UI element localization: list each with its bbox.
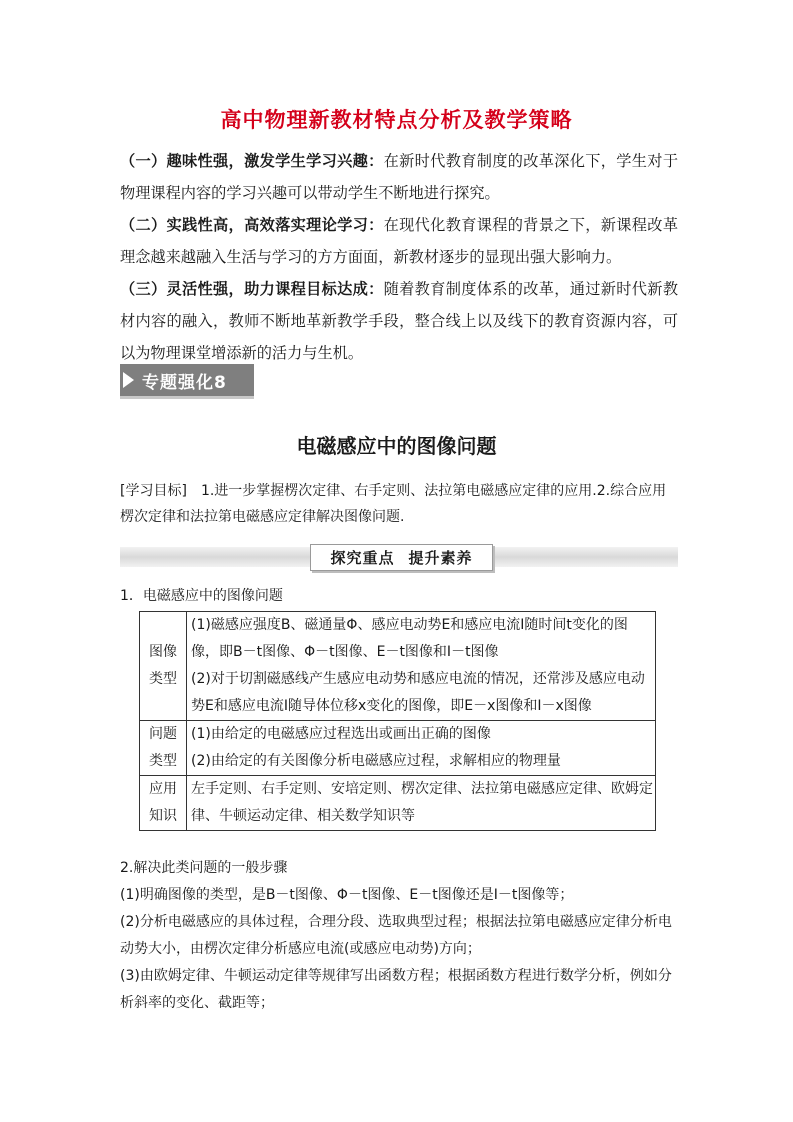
row-label: 应用 知识 [140, 776, 187, 831]
row-line: (1)磁感应强度B、磁通量Φ、感应电动势E和感应电流I随时间t变化的图像，即B－t图像、Φ－t图像、E－t图像和I－t图像 [191, 617, 628, 660]
intro-paragraph-2 [120, 209, 678, 273]
play-arrow-icon [123, 372, 134, 388]
page-title: 高中物理新教材特点分析及教学策略 [220, 108, 573, 132]
section-title: 电磁感应中的图像问题 [296, 434, 497, 458]
intro-paragraph-1 [120, 145, 678, 209]
intro-text-3: 随着教育制度体系的改革，通过新时代新教材内容的融入，教师不断地革新教学手段，整合线上以及线下的教育资源内容，可以为物理课堂增添新的活力与生机。 [120, 280, 679, 362]
step-1: (1)明确图像的类型，是B－t图像、Φ－t图像、E－t图像还是I－t图像等； [120, 887, 574, 903]
band-left: 探究重点 [330, 549, 395, 567]
row-line: (2)对于切割磁感线产生感应电动势和感应电流的情况，还常涉及感应电动势E和感应电流I随导体位移x变化的图像，即E－x图像和I－x图像 [191, 671, 645, 714]
goal-text: 1.进一步掌握楞次定律、右手定则、法拉第电磁感应定律的应用.2.综合应用楞次定律和法拉第电磁感应定律解决图像问题. [120, 483, 667, 525]
row-label: 图像 类型 [140, 612, 187, 721]
row-line: 左手定则、右手定则、安培定则、楞次定律、法拉第电磁感应定律、欧姆定律、牛顿运动定律、相关数学知识等 [191, 781, 653, 824]
intro-lead-1: （一）趣味性强，激发学生学习兴趣： [120, 152, 384, 170]
summary-table [139, 611, 656, 831]
table-row [140, 612, 656, 721]
intro-text-1: 在新时代教育制度的改革深化下，学生对于物理课程内容的学习兴趣可以带动学生不断地进行探究。 [120, 152, 679, 202]
heading-2: 2.解决此类问题的一般步骤 [120, 860, 288, 876]
band-right: 提升素养 [408, 549, 473, 567]
table-row [140, 776, 656, 831]
row-content [187, 612, 656, 721]
row-content [187, 776, 656, 831]
row-content [187, 721, 656, 776]
intro-lead-3: （三）灵活性强，助力课程目标达成： [120, 280, 384, 298]
heading-1: 1．电磁感应中的图像问题 [120, 588, 283, 604]
badge-label: 专题强化8 [142, 372, 227, 393]
goal-label: [学习目标] [120, 483, 187, 499]
intro-paragraph-3 [120, 273, 678, 369]
row-line: (2)由给定的有关图像分析电磁感应过程，求解相应的物理量 [191, 753, 561, 769]
topic-badge [120, 364, 254, 396]
badge-shadow [120, 396, 254, 399]
row-line: (1)由给定的电磁感应过程选出或画出正确的图像 [191, 726, 491, 742]
table-row [140, 721, 656, 776]
intro-lead-2: （二）实践性高，高效落实理论学习： [120, 216, 384, 234]
section-band [120, 547, 678, 567]
band-label-box [310, 544, 493, 571]
row-label: 问题 类型 [140, 721, 187, 776]
intro-text-2: 在现代化教育课程的背景之下，新课程改革理念越来越融入生活与学习的方方面面，新教材逐步的显现出强大影响力。 [120, 216, 679, 266]
learning-goal [120, 478, 678, 530]
step-2: (2)分析电磁感应的具体过程，合理分段、选取典型过程；根据法拉第电磁感应定律分析电动势大小，由楞次定律分析感应电流(或感应电动势)方向； [120, 914, 672, 957]
step-3: (3)由欧姆定律、牛顿运动定律等规律写出函数方程；根据函数方程进行数学分析，例如分析斜率的变化、截距等； [120, 968, 672, 1011]
